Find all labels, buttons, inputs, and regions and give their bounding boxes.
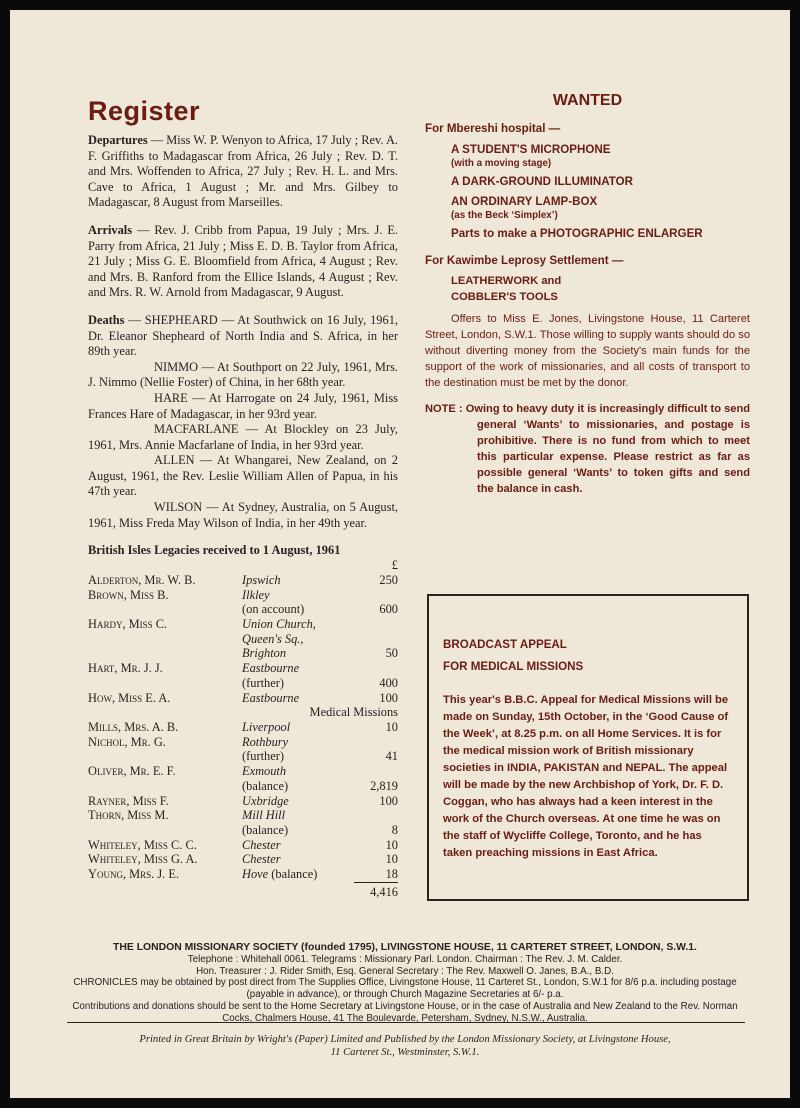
appeal-title-line2: FOR MEDICAL MISSIONS: [443, 660, 584, 673]
footer-line: THE LONDON MISSIONARY SOCIETY (founded 1795), LIVINGSTONE HOUSE, 11 CARTERET STREET, LONDON, S.W.1.: [113, 942, 697, 953]
legacy-name: [88, 749, 242, 764]
legacy-place: [242, 573, 354, 588]
mbereshi-heading: For Mbereshi hospital —: [425, 122, 561, 135]
death-entry: MACFARLANE — At Blockley on 23 July, 1961, Mrs. Annie Macfarlane of India, in her 93rd year.: [88, 422, 398, 452]
wanted-item: A DARK-GROUND ILLUMINATOR: [451, 175, 634, 188]
table-row: [88, 661, 398, 676]
table-row: [88, 852, 398, 867]
table-row: [88, 573, 398, 588]
legacy-name: Whiteley, Miss G. A.: [88, 852, 198, 867]
legacy-place-text: (balance): [242, 778, 289, 793]
legacy-amount: 250: [379, 572, 398, 587]
legacy-amount: [354, 808, 398, 823]
deaths-lead: Deaths: [88, 312, 125, 327]
legacy-amount: 2,819: [370, 778, 398, 793]
legacy-amount: 18: [385, 867, 398, 882]
legacy-amount: [354, 632, 398, 647]
table-row: [88, 749, 398, 764]
wanted-column: [425, 92, 750, 497]
table-row: [88, 764, 398, 779]
table-row: [88, 558, 398, 573]
footer-line: CHRONICLES may be obtained by post direct from The Supplies Office, Livingstone House, 11 Carteret St., London, S.W.1 for 8/6 p.a. including postage (payable in advance), or through Church Magazine Secretaries at 6/- p.a.: [73, 977, 737, 1001]
table-row: [88, 691, 398, 706]
legacy-amount: 100: [379, 690, 398, 705]
wanted-title: WANTED: [552, 92, 623, 109]
kawimbe-heading: For Kawimbe Leprosy Settlement —: [425, 254, 624, 267]
legacy-place-text: Mill Hill: [242, 808, 286, 823]
legacy-amount: 100: [379, 793, 398, 808]
legacy-place-text: Eastbourne: [242, 661, 300, 676]
legacy-place: [242, 617, 354, 632]
legacy-place-text: Rothbury: [242, 734, 289, 749]
legacy-place: [242, 794, 354, 809]
legacy-place: [242, 646, 354, 661]
table-row: [88, 823, 398, 838]
table-row: [88, 735, 398, 750]
legacy-place: [242, 661, 354, 676]
legacy-name: Alderton, Mr. W. B.: [88, 572, 196, 587]
wanted-item: Parts to make a PHOTOGRAPHIC ENLARGER: [451, 227, 703, 240]
table-row: [88, 867, 398, 882]
offers-paragraph: Offers to Miss E. Jones, Livingstone House, 11 Carteret Street, London, S.W.1. Those willing to supply wants should do so without diverting money from the Society's main funds for the support of the work of missionaries, and all costs of transport to the destination must be met by the donor.: [425, 313, 750, 389]
legacy-place: [242, 588, 354, 603]
legacy-place: [242, 632, 354, 647]
wanted-item-note: (with a moving stage): [451, 158, 552, 169]
currency-symbol: £: [391, 558, 398, 573]
legacy-amount: [354, 764, 398, 779]
table-row: [88, 632, 398, 647]
legacy-amount: 41: [385, 749, 398, 764]
legacy-name: Nichol, Mr. G.: [88, 734, 166, 749]
legacy-place: [242, 852, 354, 867]
legacy-place-text: Ipswich: [242, 572, 281, 587]
legacy-name: [88, 632, 242, 647]
legacy-place-text: (further): [242, 675, 284, 690]
imprint-line: Printed in Great Britain by Wright's (Paper) Limited and Published by the London Missionary Society, at Livingstone House,: [139, 1034, 671, 1045]
table-row: [88, 705, 398, 720]
table-row: [88, 676, 398, 691]
departures-paragraph: [88, 133, 398, 211]
legacy-amount: 8: [391, 822, 398, 837]
table-row: [88, 646, 398, 661]
legacy-place-text: Uxbridge: [242, 793, 289, 808]
legacy-name: Rayner, Miss F.: [88, 793, 169, 808]
table-row: [88, 617, 398, 632]
legacy-name: [88, 779, 242, 794]
legacy-name: Thorn, Miss M.: [88, 808, 169, 823]
legacy-amount: 10: [385, 719, 398, 734]
legacy-amount: 10: [385, 837, 398, 852]
legacies-table: [88, 558, 398, 881]
legacy-place: [242, 735, 354, 750]
footer-line: Hon. Treasurer : J. Rider Smith, Esq. General Secretary : The Rev. Maxwell O. Janes, B.A., B.D.: [196, 965, 614, 977]
register-column: [88, 96, 398, 900]
legacy-place-text: Liverpool: [242, 719, 291, 734]
death-entry: NIMMO — At Southport on 22 July, 1961, Mrs. J. Nimmo (Nellie Foster) of China, in her 68th year.: [88, 359, 398, 390]
register-title: Register: [88, 96, 201, 126]
legacy-place: [242, 705, 398, 720]
legacy-place: [242, 823, 354, 838]
table-row: [88, 602, 398, 617]
legacy-place-text: Exmouth: [242, 764, 287, 779]
legacy-place: [242, 808, 354, 823]
legacy-place-text: Medical Missions: [309, 705, 398, 720]
legacy-name: [88, 646, 242, 661]
table-row: [88, 794, 398, 809]
wanted-item: AN ORDINARY LAMP-BOX: [451, 195, 598, 208]
legacy-name: Hart, Mr. J. J.: [88, 661, 163, 676]
legacy-amount: [354, 661, 398, 676]
appeal-body: This year's B.B.C. Appeal for Medical Missions will be made on Sunday, 15th October, in the ‘Good Cause of the Week’, at 8.25 p.m. on all Home Services. It is for the medical mission work of British missionary societies in INDIA, PAKISTAN and NEPAL. The appeal will be made by the new Archbishop of York, Dr. F. D. Coggan, who has always had a keen interest in the work of the Church overseas. At one time he was on the staff of Wycliffe College, Toronto, and he has taken preaching missions in East Africa.: [443, 694, 729, 859]
legacy-place: [242, 720, 354, 735]
note-paragraph: NOTE : Owing to heavy duty it is increasingly difficult to send general ‘Wants’ to missionaries, and postage is prohibitive. There is no fund from which to meet this particular expense. Please restrict as far as possible general ‘Wants’ to token gifts and send the balance in cash.: [425, 403, 750, 495]
legacy-place-text: Brighton: [242, 646, 287, 661]
legacy-name: Hardy, Miss C.: [88, 617, 168, 632]
table-row: [88, 779, 398, 794]
wanted-item: COBBLER'S TOOLS: [451, 291, 558, 303]
departures-text: — Miss W. P. Wenyon to Africa, 17 July ; Rev. A. F. Griffiths to Madagascar from Africa, 26 July ; Rev. D. T. and Mrs. Woffenden to Africa, 27 July ; Rev. H. L. and Mrs. Cave to Africa, 1 August ; Mr. and Mrs. Gilbey to Madagascar, 8 August from Marseilles.: [88, 133, 398, 210]
deaths-section: [88, 313, 398, 531]
legacy-name: Young, Mrs. J. E.: [88, 867, 180, 882]
legacy-place: [242, 867, 354, 882]
legacy-amount: [354, 617, 398, 632]
legacy-name: How, Miss E. A.: [88, 690, 171, 705]
legacy-place: [242, 764, 354, 779]
death-text: — SHEPHEARD — At Southwick on 16 July, 1961, Dr. Eleanor Shepheard of North India and S. Africa, in her 89th year.: [88, 312, 398, 359]
legacy-place-text: (on account): [242, 602, 305, 617]
arrivals-paragraph: [88, 223, 398, 301]
footer-line: Telephone : Whitehall 0061. Telegrams : Missionary Parl. London. Chairman : The Rev. J. M. Calder.: [187, 953, 623, 965]
death-entry: HARE — At Harrogate on 24 July, 1961, Miss Frances Hare of Madagascar, in her 93rd year.: [88, 390, 398, 421]
table-row: [88, 720, 398, 735]
legacy-place: [242, 676, 354, 691]
legacy-place-text: (further): [242, 749, 284, 764]
wanted-item: LEATHERWORK and: [451, 275, 562, 287]
death-entry: WILSON — At Sydney, Australia, on 5 August, 1961, Miss Freda May Wilson of India, in her 49th year.: [88, 500, 398, 530]
legacy-name: Whiteley, Miss C. C.: [88, 837, 197, 852]
imprint-line: 11 Carteret St., Westminster, S.W.1.: [330, 1047, 480, 1058]
legacy-place: [242, 602, 354, 617]
legacies-title: British Isles Legacies received to 1 August, 1961: [88, 543, 341, 558]
legacy-place-text: Chester: [242, 852, 281, 867]
table-row: [88, 588, 398, 603]
footer-divider: [67, 1022, 745, 1023]
legacy-place-text: Chester: [242, 837, 281, 852]
legacy-place: [242, 838, 354, 853]
legacy-place-text: Union Church,: [242, 617, 316, 632]
appeal-title-line1: BROADCAST APPEAL: [443, 638, 567, 651]
departures-lead: Departures: [88, 133, 148, 147]
footer-line: Contributions and donations should be sent to the Home Secretary at Livingstone House, or in the case of Australia and New Zealand to the Rev. Norman Cocks, Chalmers House, 41 The Boulevarde, Petersham, Sydney, N.S.W., Australia.: [72, 1000, 738, 1024]
legacy-name: [88, 823, 242, 838]
legacy-name: [88, 676, 242, 691]
arrivals-lead: Arrivals: [88, 222, 133, 237]
legacy-place: [242, 749, 354, 764]
legacy-name: Mills, Mrs. A. B.: [88, 719, 179, 734]
legacy-place: [242, 691, 354, 706]
arrivals-text: — Rev. J. Cribb from Papua, 19 July ; Mrs. J. E. Parry from Africa, 21 July ; Miss E. D. B. Taylor from Africa, 21 July ; Miss G. E. Bloomfield from Africa, 4 August ; Rev. and Mrs. B. Ranford from the Ellice Islands, 4 August ; Rev. and Mrs. R. W. Arnold from Madagascar, 9 August.: [88, 222, 398, 300]
page: [10, 10, 790, 1098]
legacy-name: Brown, Miss B.: [88, 587, 169, 602]
wanted-item-note: (as the Beck ‘Simplex’): [451, 210, 558, 221]
legacy-amount: [354, 735, 398, 750]
legacy-place-text: Queen's Sq.,: [242, 631, 304, 646]
table-row: [88, 808, 398, 823]
legacy-place: [242, 779, 354, 794]
legacy-place-text: Ilkley: [242, 587, 270, 602]
legacy-place-text: Hove: [242, 867, 269, 882]
society-footer: [65, 942, 745, 1025]
legacy-amount: 50: [385, 646, 398, 661]
wanted-item: A STUDENT'S MICROPHONE: [451, 143, 611, 156]
legacy-name: [88, 602, 242, 617]
legacy-amount: 400: [379, 675, 398, 690]
legacies-total: 4,416: [354, 882, 398, 900]
legacy-amount: 10: [385, 852, 398, 867]
broadcast-appeal-box: [427, 594, 749, 901]
legacy-name: Oliver, Mr. E. F.: [88, 764, 176, 779]
legacy-name: [88, 705, 242, 720]
legacy-amount: 600: [379, 602, 398, 617]
death-entry: ALLEN — At Whangarei, New Zealand, on 2 August, 1961, the Rev. Leslie William Allen of Papua, in his 47th year.: [88, 453, 398, 499]
legacy-place-text: (balance): [242, 822, 289, 837]
legacy-place-text: Eastbourne: [242, 690, 300, 705]
legacy-place-suffix: (balance): [268, 867, 318, 882]
death-entry: [88, 313, 398, 360]
legacy-amount: [354, 588, 398, 603]
table-row: [88, 838, 398, 853]
printer-imprint: [65, 1033, 745, 1059]
